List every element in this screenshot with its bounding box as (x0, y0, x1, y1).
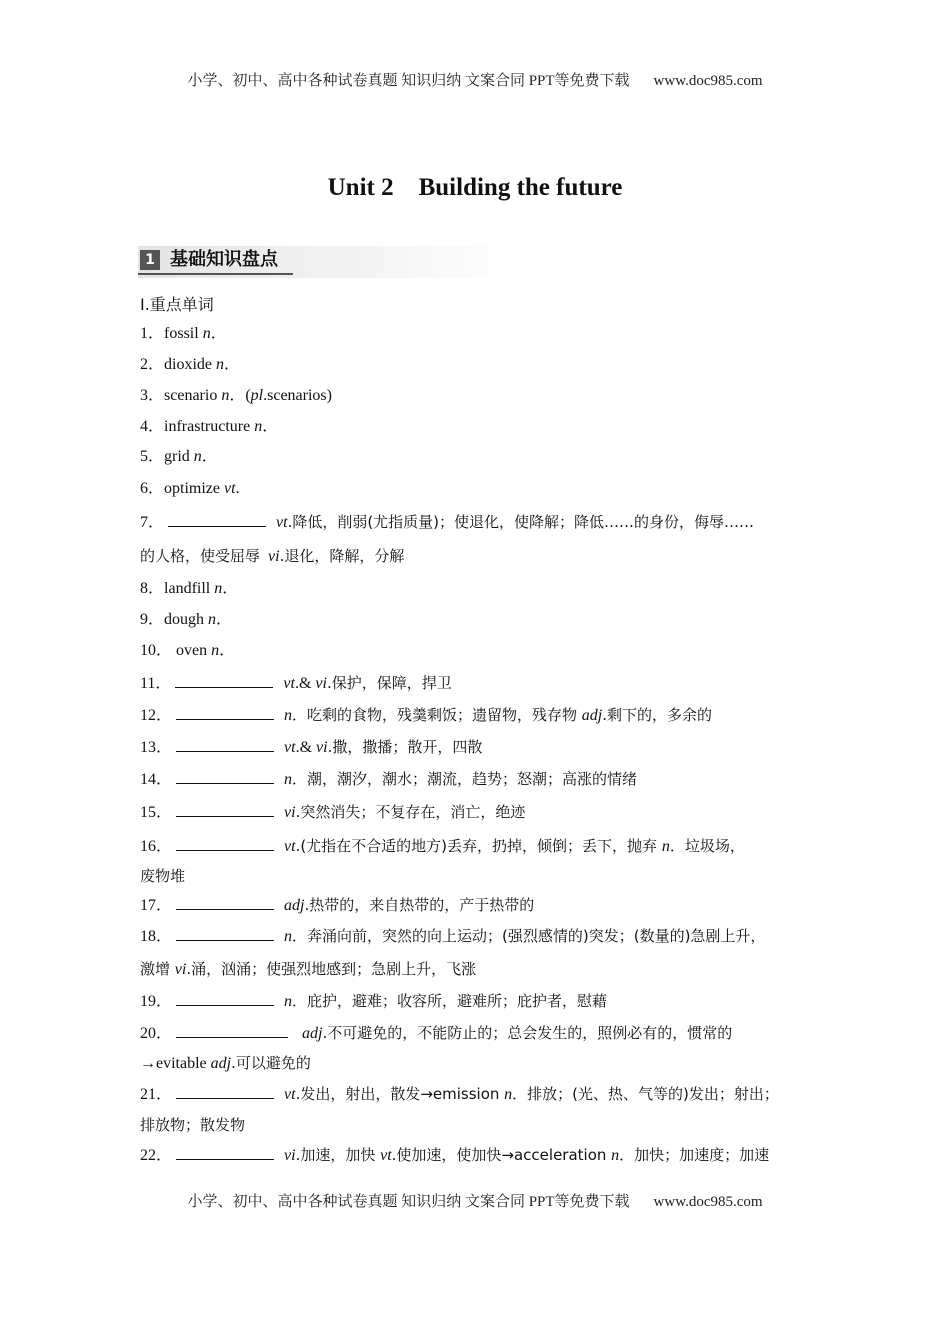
item-definition: .退化，降解，分解 (279, 547, 405, 565)
item-pos: n (284, 928, 293, 945)
item-number: 7． (140, 514, 165, 531)
item-number: 10． (140, 642, 173, 659)
item-word: scenario (164, 387, 218, 404)
item-number: 16． (140, 838, 173, 855)
item-definition: .& (295, 739, 317, 756)
item-pos: n (611, 1147, 620, 1164)
item-number: 14． (140, 771, 173, 788)
item-definition: .不可避免的，不能防止的；总会发生的，照例必有的，惯常的 (322, 1024, 733, 1042)
item-number: 18． (140, 928, 173, 945)
item-definition: →evitable (140, 1055, 211, 1072)
footer-url[interactable]: www.doc985.com (653, 1194, 763, 1210)
item-number: 19． (140, 993, 173, 1010)
vocab-item (140, 895, 820, 916)
item-pos: pl (250, 387, 264, 404)
answer-blank[interactable] (168, 512, 266, 527)
item-pos: n (202, 325, 211, 342)
vocab-item (140, 417, 820, 437)
item-pos: n (504, 1086, 513, 1103)
vocab-item-continuation (140, 546, 820, 567)
item-number: 22． (140, 1147, 173, 1164)
item-rest: ． (210, 325, 227, 342)
header-url[interactable]: www.doc985.com (653, 73, 763, 89)
item-number: 5． (140, 448, 165, 465)
answer-blank[interactable] (176, 802, 274, 817)
subheading (140, 292, 214, 315)
answer-blank[interactable] (176, 836, 274, 851)
vocab-item (140, 705, 820, 726)
item-definition: 激增 (140, 960, 175, 978)
item-pos: vt (284, 739, 296, 756)
footer-text: 小学、初中、高中各种试卷真题 知识归纳 文案合同 PPT等免费下载 (187, 1194, 630, 1210)
answer-blank[interactable] (175, 673, 273, 688)
item-definition: ．排放；(光、热、气等的)发出；射出； (512, 1085, 779, 1103)
item-word: infrastructure (164, 418, 251, 435)
item-definition: ．吃剩的食物，残羹剩饭；遗留物，残存物 (292, 706, 582, 724)
item-pos: n (661, 838, 670, 855)
item-pos: adj (284, 897, 305, 914)
item-rest: ． (262, 418, 279, 435)
item-definition: .突然消失；不复存在，消亡，绝迹 (295, 803, 526, 821)
item-pos: vt (224, 480, 236, 497)
item-rest: . (235, 480, 240, 497)
item-definition: .发出，射出，散发→emission (295, 1085, 505, 1103)
item-definition: .剩下的，多余的 (602, 706, 713, 724)
item-word: dough (164, 611, 205, 628)
item-rest: ． (222, 580, 239, 597)
item-word: grid (164, 448, 190, 465)
item-pos: vi (315, 675, 327, 692)
item-pos: n (284, 771, 293, 788)
vocab-item (140, 641, 820, 661)
vocab-item (140, 447, 820, 467)
item-pos: vt (276, 514, 288, 531)
item-pos: n (216, 356, 225, 373)
item-number: 17． (140, 897, 173, 914)
item-rest: ． (216, 611, 233, 628)
item-definition: ．加快；加速度；加速 (619, 1146, 770, 1164)
item-pos: n (221, 387, 230, 404)
vocab-item (140, 802, 820, 823)
subheading-label: .重点单词 (144, 295, 214, 314)
item-rest: ． (224, 356, 241, 373)
item-pos: adj (581, 707, 603, 724)
item-pos: n (284, 993, 293, 1010)
item-definition: .可以避免的 (231, 1054, 311, 1072)
item-pos: n (214, 580, 223, 597)
vocab-item (140, 512, 820, 533)
item-number: 3． (140, 387, 165, 404)
item-pos: n (208, 611, 217, 628)
item-definition: .& (294, 675, 316, 692)
item-pos: vt (380, 1147, 392, 1164)
section-banner (138, 246, 520, 278)
answer-blank[interactable] (176, 1145, 274, 1160)
item-number: 11． (140, 675, 172, 692)
item-pos: adj (210, 1055, 232, 1072)
item-word: fossil (164, 325, 199, 342)
vocab-item (140, 1145, 820, 1166)
item-number: 21． (140, 1086, 173, 1103)
item-definition: 排放物；散发物 (140, 1116, 246, 1134)
item-pos: vi (174, 961, 187, 978)
vocab-item-continuation (140, 1115, 820, 1136)
item-definition: ．奔涌向前，突然的向上运动；(强烈感情的)突发；(数量的)急剧上升， (292, 927, 766, 945)
vocab-item (140, 355, 820, 375)
section-number-icon: 1 (140, 250, 160, 270)
item-number: 12． (140, 707, 173, 724)
item-pos: adj (302, 1025, 323, 1042)
item-number: 13． (140, 739, 173, 756)
item-definition: .保护，保障，捍卫 (326, 674, 452, 692)
answer-blank[interactable] (176, 991, 274, 1006)
item-number: 1． (140, 325, 165, 342)
item-rest: ． (219, 642, 236, 659)
item-pos: n (193, 448, 202, 465)
item-definition: 废物堆 (140, 867, 186, 885)
item-definition: .使加速，使加快→acceleration (391, 1146, 612, 1164)
item-pos: vi (268, 548, 280, 565)
subheading-roman: Ⅰ (140, 297, 145, 314)
item-rest: .scenarios) (263, 387, 332, 404)
item-pos: vi (316, 739, 328, 756)
header-text: 小学、初中、高中各种试卷真题 知识归纳 文案合同 PPT等免费下载 (187, 73, 630, 89)
vocab-item-continuation (140, 866, 820, 887)
vocab-item (140, 1084, 820, 1105)
item-pos: vt (284, 838, 296, 855)
vocab-item (140, 836, 820, 857)
item-definition: ．垃圾场， (669, 837, 745, 855)
item-definition: .加速，加快 (295, 1146, 381, 1164)
vocab-item-continuation (140, 959, 820, 980)
item-word: landfill (164, 580, 211, 597)
item-definition: .涌，汹涌；使强烈地感到；急剧上升，飞涨 (186, 960, 477, 978)
item-number: 2． (140, 356, 165, 373)
vocab-item (140, 1023, 820, 1044)
item-word: oven (176, 642, 208, 659)
item-number: 6． (140, 480, 165, 497)
answer-blank[interactable] (176, 1023, 288, 1038)
answer-blank[interactable] (176, 705, 274, 720)
answer-blank[interactable] (176, 737, 274, 752)
item-pos: vt (283, 675, 295, 692)
vocab-item (140, 386, 820, 406)
vocab-item (140, 324, 820, 344)
item-pos: vi (284, 804, 296, 821)
answer-blank[interactable] (176, 769, 274, 784)
vocab-item (140, 769, 820, 790)
item-definition: .降低，削弱(尤指质量)；使退化，使降解；降低……的身份，侮辱…… (287, 513, 755, 531)
answer-blank[interactable] (176, 926, 274, 941)
vocab-item (140, 479, 820, 499)
vocab-item (140, 579, 820, 599)
item-number: 4． (140, 418, 165, 435)
item-definition: ．庇护，避难；收容所，避难所；庇护者，慰藉 (292, 992, 608, 1010)
item-definition: .(尤指在不合适的地方)丢弃，扔掉，倾倒；丢下，抛弃 (295, 837, 662, 855)
page-footer (0, 1190, 950, 1211)
item-rest: ．( (229, 387, 251, 404)
item-word: dioxide (164, 356, 213, 373)
item-definition: ．潮，潮汐，潮水；潮流，趋势；怒潮；高涨的情绪 (292, 770, 638, 788)
item-definition: .热带的，来自热带的，产于热带的 (304, 896, 535, 914)
section-label: 基础知识盘点 (170, 249, 278, 270)
page-header (0, 69, 950, 90)
item-definition: 的人格，使受屈辱 (140, 547, 261, 565)
vocab-item (140, 610, 820, 630)
item-pos: n (284, 707, 293, 724)
item-number: 15． (140, 804, 173, 821)
item-word: optimize (164, 480, 220, 497)
item-number: 20． (140, 1025, 173, 1042)
answer-blank[interactable] (176, 895, 274, 910)
item-pos: n (254, 418, 263, 435)
item-number: 8． (140, 580, 165, 597)
answer-blank[interactable] (176, 1084, 274, 1099)
item-pos: n (211, 642, 220, 659)
vocab-item (140, 673, 820, 694)
vocab-item (140, 991, 820, 1012)
vocab-item (140, 737, 820, 758)
item-definition: .撒，撒播；散开，四散 (327, 738, 483, 756)
vocab-item (140, 926, 820, 947)
item-pos: vt (284, 1086, 296, 1103)
section-underline (138, 273, 293, 275)
item-rest: ． (201, 448, 218, 465)
item-number: 9． (140, 611, 165, 628)
page-title: Unit 2 Building the future (327, 174, 623, 201)
item-pos: vi (284, 1147, 296, 1164)
vocab-item-continuation (140, 1053, 820, 1074)
